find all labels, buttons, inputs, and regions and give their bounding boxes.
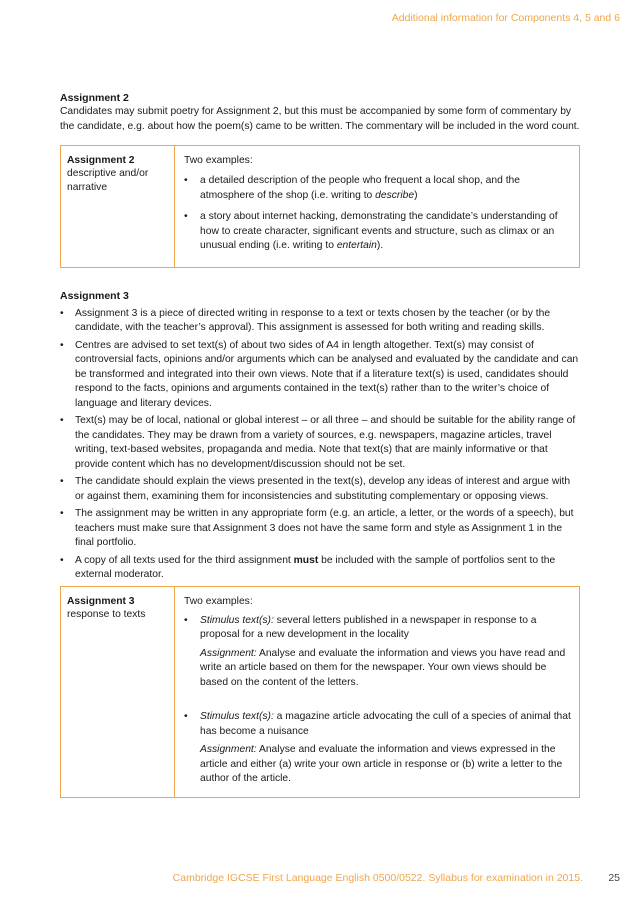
list-item: • Centres are advised to set text(s) of about two sides of A4 in length altogether. Text(s) may consist of controversial facts, opinions and/or arguments which can be analysed and evaluated by the candidate and can be transformed and integrated into their own views. Note that if a literature text(s) is used, candidates should respond to the facts, opinions and arguments contained in the text(s) rather than to the writer’s choice of language and literary devices.	[60, 339, 580, 412]
bullet-icon: •	[184, 711, 188, 722]
example-item	[184, 614, 571, 643]
bullet-icon: •	[60, 339, 64, 351]
page-content	[60, 92, 580, 798]
assignment-text: Assignment: Analyse and evaluate the information and views you have read and write an article based on them for the newspaper. Your own views should be based on the content of the letters.	[200, 647, 566, 688]
assignment-3-bullets	[60, 307, 580, 583]
example-item	[184, 210, 571, 254]
assignment-3-box	[60, 586, 580, 798]
box-subtitle: descriptive and/or narrative	[67, 168, 149, 193]
stimulus-text: Stimulus text(s): a magazine article advocating the cull of a species of animal that has become a nuisance	[200, 711, 571, 737]
bullet-icon: •	[60, 508, 64, 519]
running-header: Additional information for Components 4, 5 and 6	[391, 12, 620, 24]
assignment-3-box-examples	[175, 587, 579, 797]
list-item: • The assignment may be written in any appropriate form (e.g. an article, a letter, or the words of a speech), but teachers must make sure that Assignment 3 does not have the same form and style as Assignment 1 in the final portfolio.	[60, 507, 580, 551]
examples-intro: Two examples:	[184, 155, 253, 166]
example-item	[184, 174, 571, 203]
list-item: • The candidate should explain the views presented in the text(s), develop any ideas of interest and argue with or against them, examining them for inconsistencies and substituting complementary or opposing views.	[60, 475, 580, 504]
assignment-3-box-label	[61, 587, 175, 797]
assignment-2-intro: Candidates may submit poetry for Assignment 2, but this must be accompanied by some form of commentary by the candidate, e.g. about how the poem(s) came to be written. The commentary will be included in the word count.	[60, 106, 580, 132]
list-item: • A copy of all texts used for the third assignment must be included with the sample of portfolios sent to the external moderator.	[60, 554, 580, 583]
assignment-2-box-label	[61, 146, 175, 267]
assignment-2-box	[60, 145, 580, 268]
example-item	[184, 710, 571, 739]
bullet-icon: •	[184, 614, 188, 626]
bullet-icon: •	[184, 175, 188, 186]
box-subtitle: response to texts	[67, 608, 146, 620]
assignment-text: Assignment: Analyse and evaluate the information and views expressed in the article and either (a) write your own article in response or (b) write a letter to the author of the article.	[200, 744, 563, 784]
assignment-2-heading: Assignment 2	[60, 92, 129, 104]
box-title: Assignment 3	[67, 595, 135, 607]
bullet-icon: •	[184, 211, 188, 222]
bullet-icon: •	[60, 307, 64, 319]
box-title: Assignment 2	[67, 155, 135, 166]
assignment-3-heading: Assignment 3	[60, 289, 129, 302]
footer-text: Cambridge IGCSE First Language English 0500/0522. Syllabus for examination in 2015.	[172, 872, 583, 884]
bullet-icon: •	[60, 476, 64, 487]
list-item: • Assignment 3 is a piece of directed writing in response to a text or texts chosen by the teacher (or by the candidate, with the teacher’s approval). This assignment is assessed for both writing and reading skills.	[60, 307, 580, 336]
bullet-icon: •	[60, 554, 64, 566]
stimulus-text: Stimulus text(s): several letters published in a newspaper in response to a proposal for a new development in the locality	[200, 614, 537, 640]
page-number: 25	[608, 872, 620, 884]
bullet-icon: •	[60, 415, 64, 426]
example-text: a story about internet hacking, demonstrating the candidate’s understanding of how to create character, significant events and structure, such as climax or an unusual ending (i.e. writing to entertain).	[200, 211, 558, 251]
list-item: • Text(s) may be of local, national or global interest – or all three – and should be suitable for the ability range of the candidates. They may be drawn from a variety of sources, e.g. newspapers, magazine articles, travel writing, text-based websites, propaganda and media. Note that text(s) that are mainly informative or that provide content which has no development/discussion should not be set.	[60, 414, 580, 472]
example-text: a detailed description of the people who frequent a local shop, and the atmosphere of the shop (i.e. writing to describe)	[200, 175, 521, 201]
assignment-2-box-examples	[175, 146, 579, 267]
examples-intro: Two examples:	[184, 595, 253, 607]
